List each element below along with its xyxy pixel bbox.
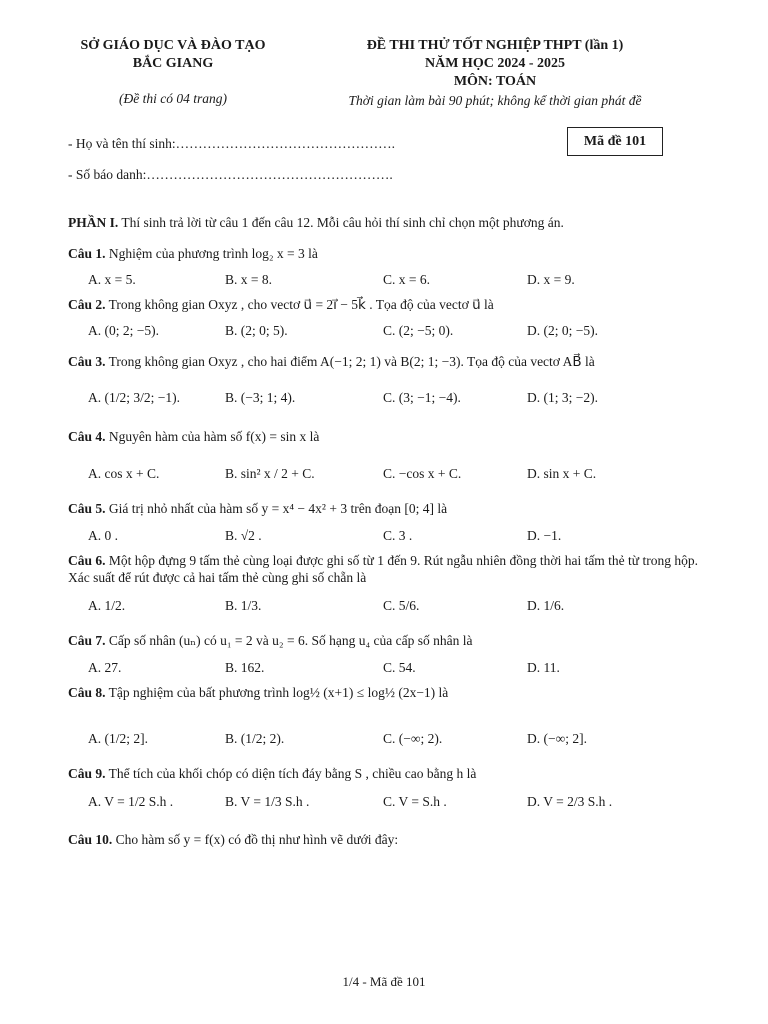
exam-code-box: Mã đề 101 (567, 127, 663, 156)
question-number: Câu 7. (68, 633, 106, 648)
question-number: Câu 2. (68, 297, 106, 312)
option-a: A. 27. (88, 660, 122, 675)
page-footer: 1/4 - Mã đề 101 (342, 974, 426, 989)
option-c: C. (−∞; 2). (383, 731, 443, 746)
department-line-1: SỞ GIÁO DỤC VÀ ĐÀO TẠO (80, 38, 266, 53)
question-5 (68, 501, 447, 517)
question-number: Câu 6. (68, 553, 106, 568)
option-c: C. 54. (383, 660, 416, 675)
option-a: A. (0; 2; −5). (88, 323, 159, 338)
question-number: Câu 5. (68, 501, 106, 516)
option-b: B. 1/3. (225, 598, 262, 613)
option-b: B. (1/2; 2). (225, 731, 285, 746)
option-a: A. 0 . (88, 528, 118, 543)
time-note: Thời gian làm bài 90 phút; không kể thời gian phát đề (348, 93, 642, 108)
option-c: C. (3; −1; −4). (383, 390, 461, 405)
option-d: D. 1/6. (527, 598, 565, 613)
option-d: D. 11. (527, 660, 560, 675)
option-a: A. (1/2; 3/2; −1). (88, 390, 180, 405)
subject: MÔN: TOÁN (453, 74, 537, 89)
question-number: Câu 1. (68, 246, 106, 261)
option-c: C. 3 . (383, 528, 413, 543)
option-b: B. sin² x / 2 + C. (225, 466, 315, 481)
option-b: B. (2; 0; 5). (225, 323, 288, 338)
option-c: C. 5/6. (383, 598, 420, 613)
question-3 (68, 354, 595, 370)
option-c: C. −cos x + C. (383, 466, 462, 481)
option-c: C. (2; −5; 0). (383, 323, 454, 338)
question-text: Trong không gian Oxyz , cho hai điểm A(−1; 2; 1) và B(2; 1; −3). Tọa độ của vectơ AB⃗ là (105, 354, 595, 369)
question-number: Câu 10. (68, 832, 113, 847)
question-text: Cho hàm số y = f(x) có đồ thị như hình vẽ dưới đây: (112, 832, 399, 847)
option-a: A. 1/2. (88, 598, 126, 613)
question-6 (68, 552, 708, 586)
option-b: B. √2 . (225, 528, 262, 543)
question-4 (68, 429, 319, 445)
option-c: C. V = S.h . (383, 794, 447, 809)
candidate-id-line: - Số báo danh:………………………………………………. (68, 167, 393, 182)
question-text: Giá trị nhỏ nhất của hàm số y = x⁴ − 4x² + 3 trên đoạn [0; 4] là (105, 501, 448, 516)
option-a: A. cos x + C. (88, 466, 160, 481)
option-a: A. x = 5. (88, 272, 136, 287)
pages-note: (Đề thi có 04 trang) (119, 91, 227, 106)
question-number: Câu 8. (68, 685, 106, 700)
option-d: D. x = 9. (527, 272, 575, 287)
option-c: C. x = 6. (383, 272, 430, 287)
question-text: Một hộp đựng 9 tấm thẻ cùng loại được ghi số từ 1 đến 9. Rút ngẫu nhiên đồng thời hai tấm thẻ từ trong hộp. Xác suất để rút được cả hai tấm thẻ cùng ghi số chẵn là (68, 553, 698, 585)
section-label: PHẦN I. (68, 215, 119, 230)
option-d: D. sin x + C. (527, 466, 597, 481)
option-d: D. (2; 0; −5). (527, 323, 598, 338)
option-b: B. (−3; 1; 4). (225, 390, 296, 405)
option-d: D. (−∞; 2]. (527, 731, 587, 746)
option-a: A. (1/2; 2]. (88, 731, 148, 746)
option-b: B. V = 1/3 S.h . (225, 794, 310, 809)
option-d: D. V = 2/3 S.h . (527, 794, 613, 809)
option-b: B. 162. (225, 660, 265, 675)
question-8 (68, 685, 448, 701)
question-text: Tập nghiệm của bất phương trình log½ (x+1) ≤ log½ (2x−1) là (105, 685, 449, 700)
question-text: Nghiệm của phương trình log₂ x = 3 là (105, 246, 318, 261)
school-year: NĂM HỌC 2024 - 2025 (425, 56, 565, 71)
option-d: D. −1. (527, 528, 562, 543)
section-text: Thí sinh trả lời từ câu 1 đến câu 12. Mỗi câu hỏi thí sinh chỉ chọn một phương án. (118, 215, 564, 230)
question-text: Thể tích của khối chóp có diện tích đáy bằng S , chiều cao bằng h là (105, 766, 477, 781)
question-7 (68, 633, 473, 649)
question-text: Trong không gian Oxyz , cho vectơ u⃗ = 2i⃗ − 5k⃗ . Tọa độ của vectơ u⃗ là (105, 297, 494, 312)
question-10 (68, 832, 398, 848)
department-line-2: BẮC GIANG (132, 56, 214, 71)
option-d: D. (1; 3; −2). (527, 390, 598, 405)
question-9 (68, 766, 476, 782)
section-heading (68, 215, 564, 231)
option-a: A. V = 1/2 S.h . (88, 794, 174, 809)
question-1 (68, 246, 318, 262)
question-number: Câu 9. (68, 766, 106, 781)
question-text: Nguyên hàm của hàm số f(x) = sin x là (105, 429, 320, 444)
exam-title: ĐỀ THI THỬ TỐT NGHIỆP THPT (lần 1) (366, 38, 624, 53)
question-text: Cấp số nhân (uₙ) có u₁ = 2 và u₂ = 6. Số hạng u₄ của cấp số nhân là (105, 633, 473, 648)
candidate-name-line: - Họ và tên thí sinh:…………………………………………. (68, 136, 395, 151)
question-2 (68, 297, 494, 313)
question-number: Câu 3. (68, 354, 106, 369)
option-b: B. x = 8. (225, 272, 272, 287)
question-number: Câu 4. (68, 429, 106, 444)
